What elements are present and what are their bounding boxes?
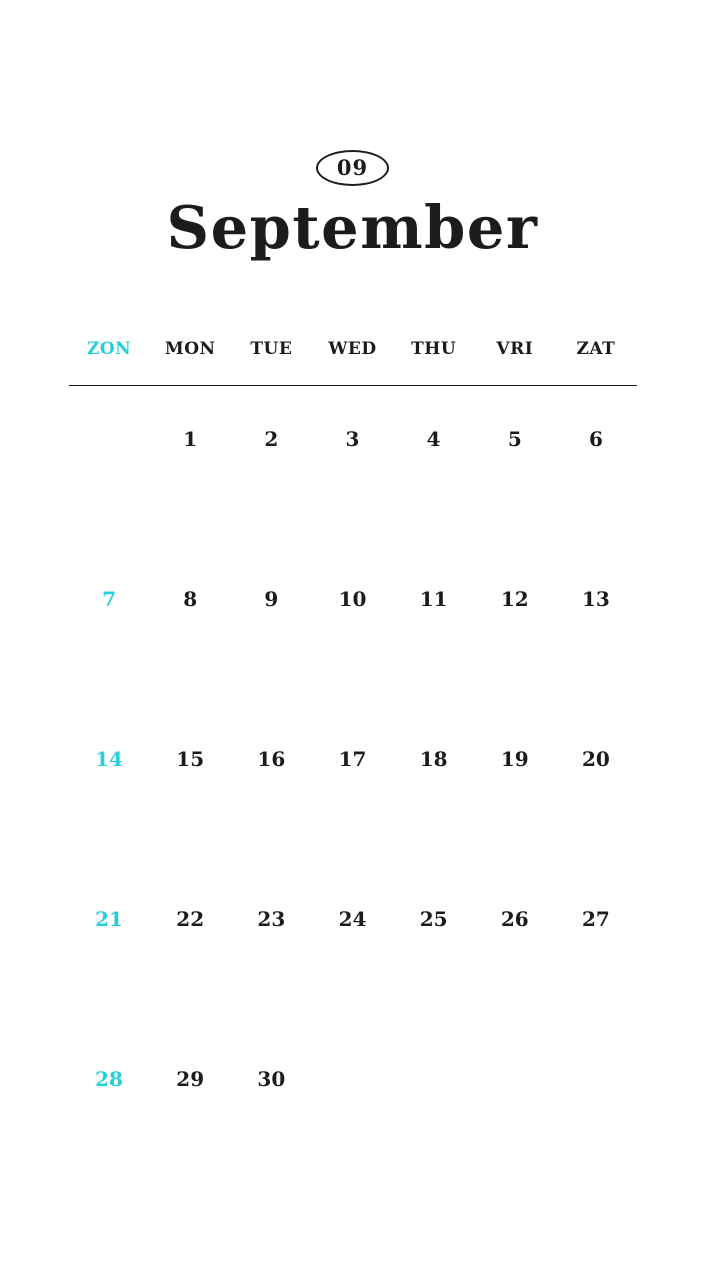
calendar-week-row — [69, 386, 637, 546]
calendar-day-6[interactable]: 6 — [588, 426, 603, 451]
calendar-day-18[interactable]: 18 — [419, 746, 448, 771]
calendar-day-29[interactable]: 29 — [176, 1066, 205, 1091]
calendar-day-1[interactable]: 1 — [183, 426, 198, 451]
calendar-day-30[interactable]: 30 — [257, 1066, 286, 1091]
calendar-day-20[interactable]: 20 — [582, 746, 610, 771]
calendar-week-row — [69, 866, 637, 1026]
calendar-day-27[interactable]: 27 — [582, 906, 610, 931]
calendar-day-11[interactable]: 11 — [419, 586, 448, 611]
weekday-header-vri: VRI — [496, 338, 534, 359]
calendar-day-28[interactable]: 28 — [95, 1066, 123, 1091]
calendar-grid — [69, 339, 637, 1186]
calendar-day-empty — [312, 1026, 393, 1186]
calendar-day-19[interactable]: 19 — [500, 746, 529, 771]
calendar-day-7[interactable]: 7 — [102, 586, 117, 611]
calendar-weeks — [69, 386, 637, 1186]
weekday-header-tue: TUE — [250, 338, 293, 359]
calendar-day-8[interactable]: 8 — [183, 586, 198, 611]
weekday-header-zat: ZAT — [576, 338, 616, 359]
calendar-day-empty — [555, 1026, 636, 1186]
weekday-header-row — [69, 339, 637, 386]
calendar-day-22[interactable]: 22 — [176, 906, 205, 931]
calendar-day-17[interactable]: 17 — [338, 746, 367, 771]
calendar-day-2[interactable]: 2 — [264, 426, 279, 451]
calendar-day-empty — [474, 1026, 555, 1186]
calendar-day-14[interactable]: 14 — [95, 746, 123, 771]
calendar-day-15[interactable]: 15 — [176, 746, 205, 771]
weekday-header-thu: THU — [411, 338, 457, 359]
calendar-week-row — [69, 706, 637, 866]
weekday-header-zon: ZON — [86, 338, 132, 359]
weekday-header-wed: WED — [328, 338, 377, 359]
calendar-day-empty — [69, 386, 150, 546]
calendar-header — [0, 0, 705, 261]
calendar-day-23[interactable]: 23 — [257, 906, 286, 931]
calendar-day-9[interactable]: 9 — [264, 586, 279, 611]
weekday-header-mon: MON — [164, 338, 216, 359]
calendar-day-21[interactable]: 21 — [95, 906, 123, 931]
calendar-week-row — [69, 1026, 637, 1186]
calendar-day-25[interactable]: 25 — [419, 906, 448, 931]
calendar-week-row — [69, 546, 637, 706]
calendar-day-5[interactable]: 5 — [507, 426, 522, 451]
page-title: September — [166, 193, 539, 262]
calendar-day-24[interactable]: 24 — [338, 906, 367, 931]
month-number-badge: 09 — [316, 150, 389, 186]
calendar-day-10[interactable]: 10 — [338, 586, 367, 611]
calendar-day-16[interactable]: 16 — [257, 746, 286, 771]
calendar-day-4[interactable]: 4 — [426, 426, 441, 451]
calendar-day-empty — [393, 1026, 474, 1186]
calendar-day-12[interactable]: 12 — [500, 586, 529, 611]
calendar-day-3[interactable]: 3 — [345, 426, 360, 451]
calendar-day-13[interactable]: 13 — [582, 586, 610, 611]
calendar-day-26[interactable]: 26 — [500, 906, 529, 931]
